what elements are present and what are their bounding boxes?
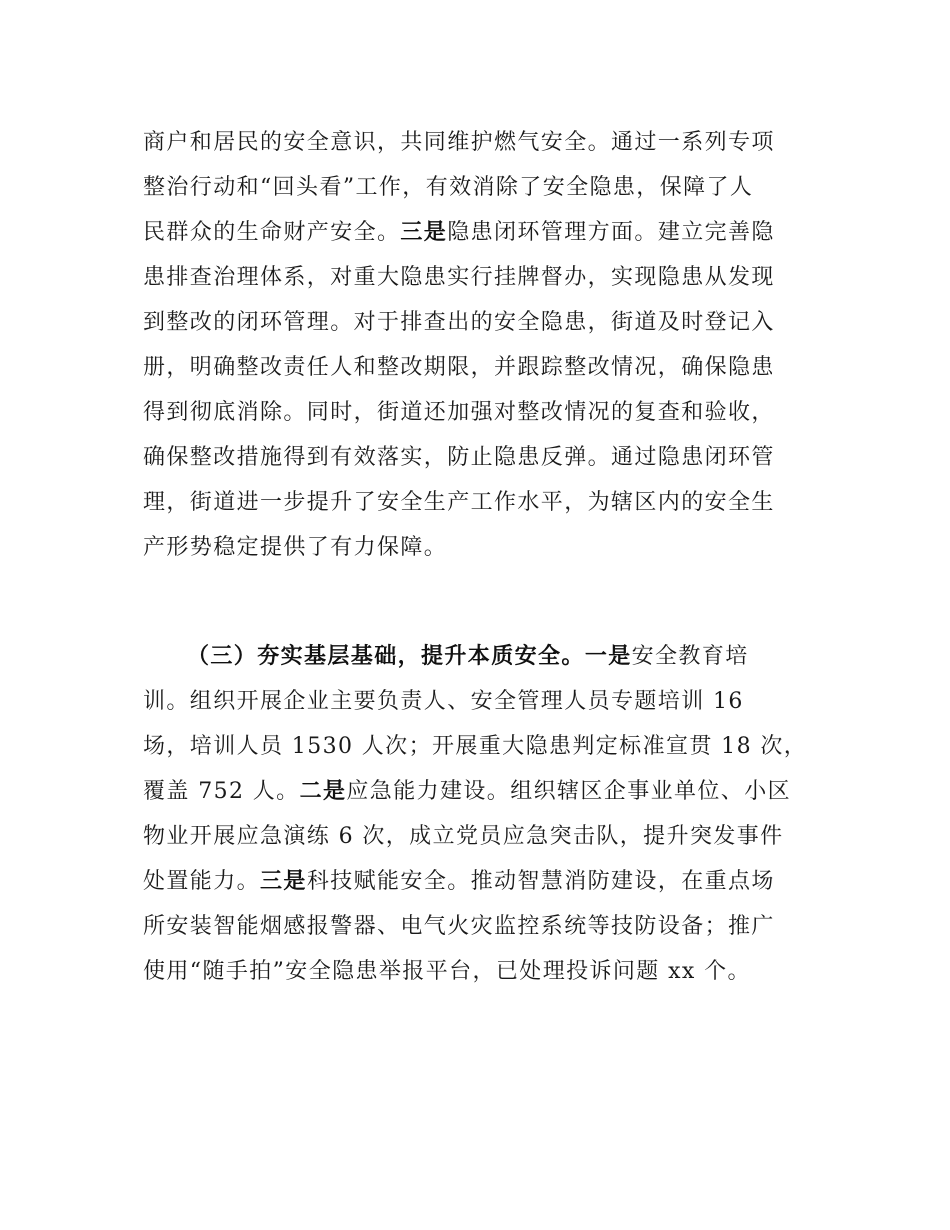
- text-run: 使用“随手拍”安全隐患举报平台，已处理投诉问题 xx 个。: [143, 959, 751, 984]
- text-run: 安全教育培: [631, 644, 749, 669]
- text-run: 民群众的生命财产安全。: [143, 220, 401, 245]
- bold-text-run: 二是: [299, 779, 347, 804]
- text-run: 物业开展应急演练 6 次，成立党员应急突击队，提升突发事件: [143, 824, 784, 849]
- text-line: [143, 263, 775, 293]
- text-line: [143, 443, 775, 473]
- text-run: 得到彻底消除。同时，街道还加强对整改情况的复查和验收，: [143, 400, 775, 425]
- text-line: [143, 822, 784, 852]
- text-run: 到整改的闭环管理。对于排查出的安全隐患，街道及时登记入: [143, 310, 775, 335]
- text-line: [143, 398, 775, 428]
- text-run: 整治行动和“回头看”工作，有效消除了安全隐患，保障了人: [143, 175, 754, 200]
- text-line: [143, 353, 775, 383]
- text-run: 训。组织开展企业主要负责人、安全管理人员专题培训 16: [143, 689, 744, 714]
- text-line: [143, 173, 753, 203]
- text-line: [143, 218, 775, 248]
- text-line: [143, 867, 775, 897]
- text-run: 科技赋能安全。推动智慧消防建设，在重点场: [306, 869, 775, 894]
- text-run: 理，街道进一步提升了安全生产工作水平，为辖区内的安全生: [143, 490, 775, 515]
- text-run: 产形势稳定提供了有力保障。: [143, 535, 448, 560]
- text-run: 确保整改措施得到有效落实，防止隐患反弹。通过隐患闭环管: [143, 445, 775, 470]
- text-run: 所安装智能烟感报警器、电气火灾监控系统等技防设备；推广: [143, 914, 775, 939]
- text-run: 覆盖 752 人。: [143, 779, 300, 804]
- bold-text-run: 三是: [400, 220, 448, 245]
- text-run: 应急能力建设。组织辖区企事业单位、小区: [346, 779, 791, 804]
- bold-text-run: 一是: [584, 644, 632, 669]
- text-line: [143, 687, 744, 717]
- text-run: 册，明确整改责任人和整改期限，并跟踪整改情况，确保隐患: [143, 355, 775, 380]
- text-run: 商户和居民的安全意识，共同维护燃气安全。通过一系列专项: [143, 130, 775, 155]
- bold-text-run: （三）夯实基层基础，提升本质安全。: [187, 644, 585, 669]
- section-heading-line: [187, 642, 749, 672]
- text-line: [143, 912, 775, 942]
- text-line: [143, 533, 447, 563]
- bold-text-run: 三是: [260, 869, 307, 894]
- text-run: 场，培训人员 1530 人次；开展重大隐患判定标准宣贯 18 次，: [143, 734, 808, 759]
- text-run: 隐患闭环管理方面。建立完善隐: [447, 220, 775, 245]
- text-line: [143, 128, 775, 158]
- text-line: [143, 957, 751, 987]
- text-line: [143, 488, 775, 518]
- text-run: 患排查治理体系，对重大隐患实行挂牌督办，实现隐患从发现: [143, 265, 775, 290]
- text-run: 处置能力。: [143, 869, 261, 894]
- text-line: [143, 732, 807, 762]
- text-line: [143, 777, 791, 807]
- text-line: [143, 308, 775, 338]
